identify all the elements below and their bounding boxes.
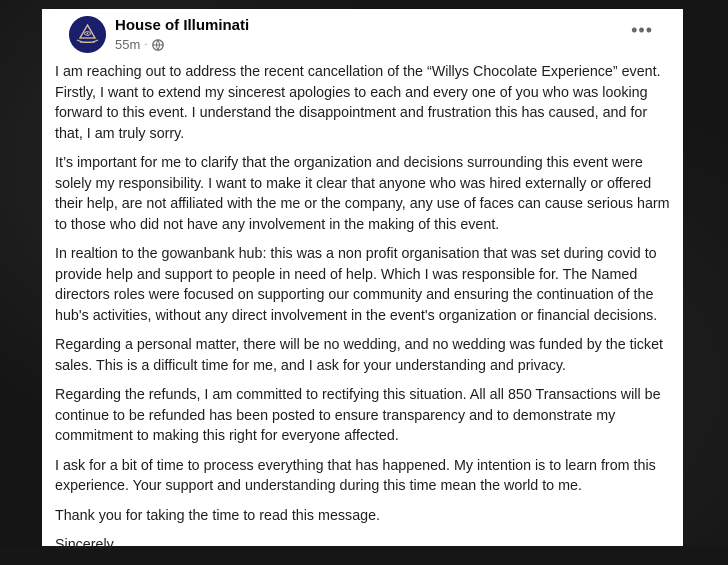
post-paragraph: I ask for a bit of time to process everything that has happened. My intention is to learn from this experience. Your support and understanding during this time mean the world to me. <box>55 457 656 494</box>
meta-separator: · <box>144 39 148 50</box>
post-paragraph: It’s important for me to clarify that the organization and decisions surrounding this event were solely my responsibility. I want to make it clear that anyone who was hired externally or offered their help, are not affiliated with the me or the company, any use of faces can cause serious harm to those who did not have any involvement in the making of this event. <box>55 155 670 233</box>
post-paragraph: Thank you for taking the time to read this message. <box>55 507 381 524</box>
globe-icon <box>152 39 164 51</box>
post-header <box>56 9 669 67</box>
post-paragraph: I am reaching out to address the recent cancellation of the “Willys Chocolate Experience” event. Firstly, I want to extend my sincerest apologies to each and every one of you who was looking forward to this event. I understand the disappointment and frustration this has caused, and for that, I am truly sorry. <box>55 64 661 142</box>
post-time[interactable]: 55m <box>115 37 141 52</box>
post-paragraph: Regarding the refunds, I am committed to rectifying this situation. All all 850 Transactions will be continue to be refunded has been posted to ensure transparency and to demonstrate my commitment to making this right for everyone affected. <box>55 387 661 444</box>
illuminati-logo-icon[interactable] <box>69 16 106 53</box>
facebook-post-card <box>42 9 683 553</box>
post-paragraph: Sincerely <box>55 537 114 553</box>
post-meta <box>115 37 164 52</box>
post-paragraph: Regarding a personal matter, there will be no wedding, and no wedding was funded by the ticket sales. This is a difficult time for me, and I ask for your understanding and privacy. <box>55 337 664 374</box>
author-name[interactable]: House of Illuminati <box>115 17 250 34</box>
more-options-icon[interactable]: ••• <box>631 20 653 40</box>
post-body <box>55 62 670 565</box>
post-paragraph: In realtion to the gowanbank hub: this was a non profit organisation that was set during covid to provide help and support to people in need of help. Which I was responsible for. The Named directors roles were focused on supporting our community and ensuring the continuation of the hub's activities, without any direct involvement in the event's organization or financial decisions. <box>55 246 658 324</box>
